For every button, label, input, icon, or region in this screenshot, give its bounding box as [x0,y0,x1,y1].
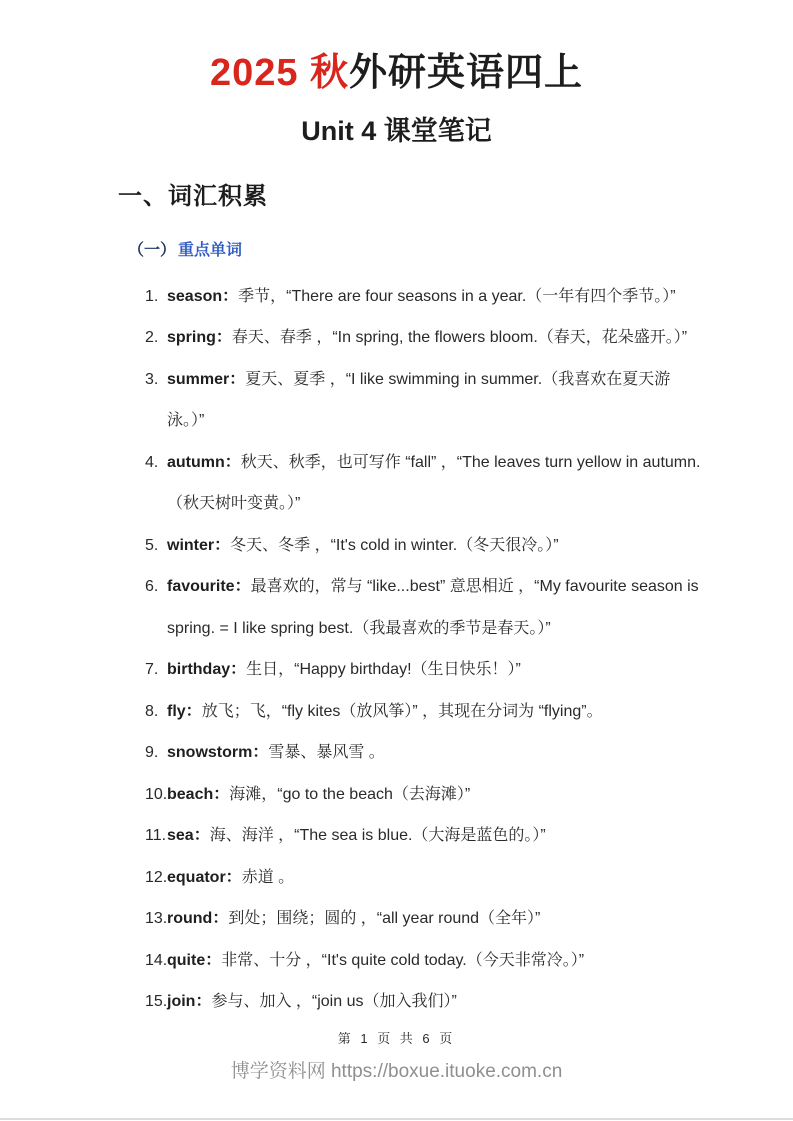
title-book-name: 外研英语四上 [349,52,584,94]
list-item [145,981,705,1023]
unit-subtitle: Unit 4 课堂笔记 [301,115,492,146]
vocab-definition: 到处；围绕；圆的 ，“all year round（全年）” [228,910,541,927]
item-number: 15. [145,993,168,1010]
list-item [145,898,705,940]
vocab-definition: 最喜欢的，常与 “like...best” 意思相近 ，“My favourite season is spring. = I like spring best.（我最喜欢的季节是春天。）” [167,578,699,637]
list-item [145,774,705,816]
vocab-word: equator： [167,868,242,886]
vocab-definition: 雪暴、暴风雪 。 [268,744,385,761]
item-number: 4. [145,453,159,471]
item-number: 11. [145,827,167,844]
item-number: 2. [145,329,159,346]
vocab-word: snowstorm： [167,744,269,761]
list-item [145,317,705,359]
vocab-definition: 秋天、秋季，也可写作 “fall” ，“The leaves turn yellow in autumn.（秋天树叶变黄。）” [167,453,701,512]
list-item [145,691,705,733]
item-number: 12. [145,868,168,886]
vocab-word: season： [167,287,239,305]
list-item [145,857,705,899]
item-text [167,442,705,525]
title-year-season: 2025 秋 [209,52,350,94]
item-number: 10. [145,785,168,803]
vocab-word: join： [167,993,212,1010]
item-text [167,691,705,733]
item-number: 1. [145,287,159,305]
item-number: 3. [145,370,159,388]
list-item [145,732,705,774]
item-text [167,525,705,567]
vocab-definition: 赤道 。 [241,868,295,886]
item-text [167,857,705,899]
item-number: 5. [145,536,159,554]
item-text [167,981,705,1023]
watermark-site: 博学资料网 https://boxue.ituoke.com.cn [230,1060,563,1082]
vocab-definition: 海滩，“go to the beach（去海滩）” [229,785,471,803]
vocab-word: summer： [167,370,246,388]
vocab-definition: 冬天、冬季 ，“It's cold in winter.（冬天很冷。）” [230,536,559,554]
item-number: 8. [145,702,159,720]
vocab-definition: 生日，“Happy birthday!（生日快乐！）” [246,661,521,678]
item-text [167,898,705,940]
item-text [167,276,705,318]
item-number: 6. [145,578,159,595]
vocab-word: winter： [167,536,231,554]
item-text [167,649,705,691]
vocab-word: spring： [167,329,232,346]
item-number: 14. [145,951,168,969]
list-item [145,276,705,318]
item-text [167,940,705,982]
vocab-word: round： [167,910,229,927]
item-text [167,774,705,816]
list-item [145,649,705,691]
item-text [167,317,705,359]
item-text [167,566,705,649]
vocab-word: sea： [167,827,210,844]
document-title [0,50,793,98]
list-item [145,442,705,525]
vocab-definition: 参与、加入 ，“join us（加入我们）” [211,993,457,1010]
item-text [167,732,705,774]
list-item [145,359,705,442]
vocab-definition: 春天、春季 ，“In spring, the flowers bloom.（春天，花朵盛开。）” [231,329,688,346]
vocab-word: beach： [167,785,230,803]
page-bottom-divider [0,1118,793,1120]
item-number: 7. [145,661,159,678]
list-item [145,940,705,982]
item-text [167,815,705,857]
vocab-definition: 放飞；飞，“fly kites（放风筝）” ，其现在分词为 “flying”。 [201,702,603,720]
vocab-list [145,276,705,1023]
subsection-label: 重点单词 [178,241,243,259]
item-text [167,359,705,442]
subsection-heading [128,240,793,262]
vocab-word: quite： [167,951,222,969]
list-item [145,815,705,857]
item-number: 9. [145,744,159,761]
page-number: 第 1 页 共 6 页 [337,1030,456,1046]
vocab-definition: 季节，“There are four seasons in a year.（一年有四个季节。）” [238,287,676,305]
vocab-word: birthday： [167,661,247,678]
vocab-definition: 海、海洋 ，“The sea is blue.（大海是蓝色的。）” [209,827,546,844]
vocab-definition: 非常、十分 ，“It's quite cold today.（今天非常冷。）” [221,951,585,969]
section-heading-vocab: 一、词汇积累 [118,182,268,210]
subsection-number: （一） [128,241,177,259]
vocab-word: autumn： [167,453,241,471]
vocab-word: fly： [167,702,202,720]
item-number: 13. [145,910,168,927]
list-item [145,525,705,567]
vocab-word: favourite： [167,578,251,595]
vocab-definition: 夏天、夏季 ，“I like swimming in summer.（我喜欢在夏天游泳。）” [167,370,671,429]
list-item [145,566,705,649]
